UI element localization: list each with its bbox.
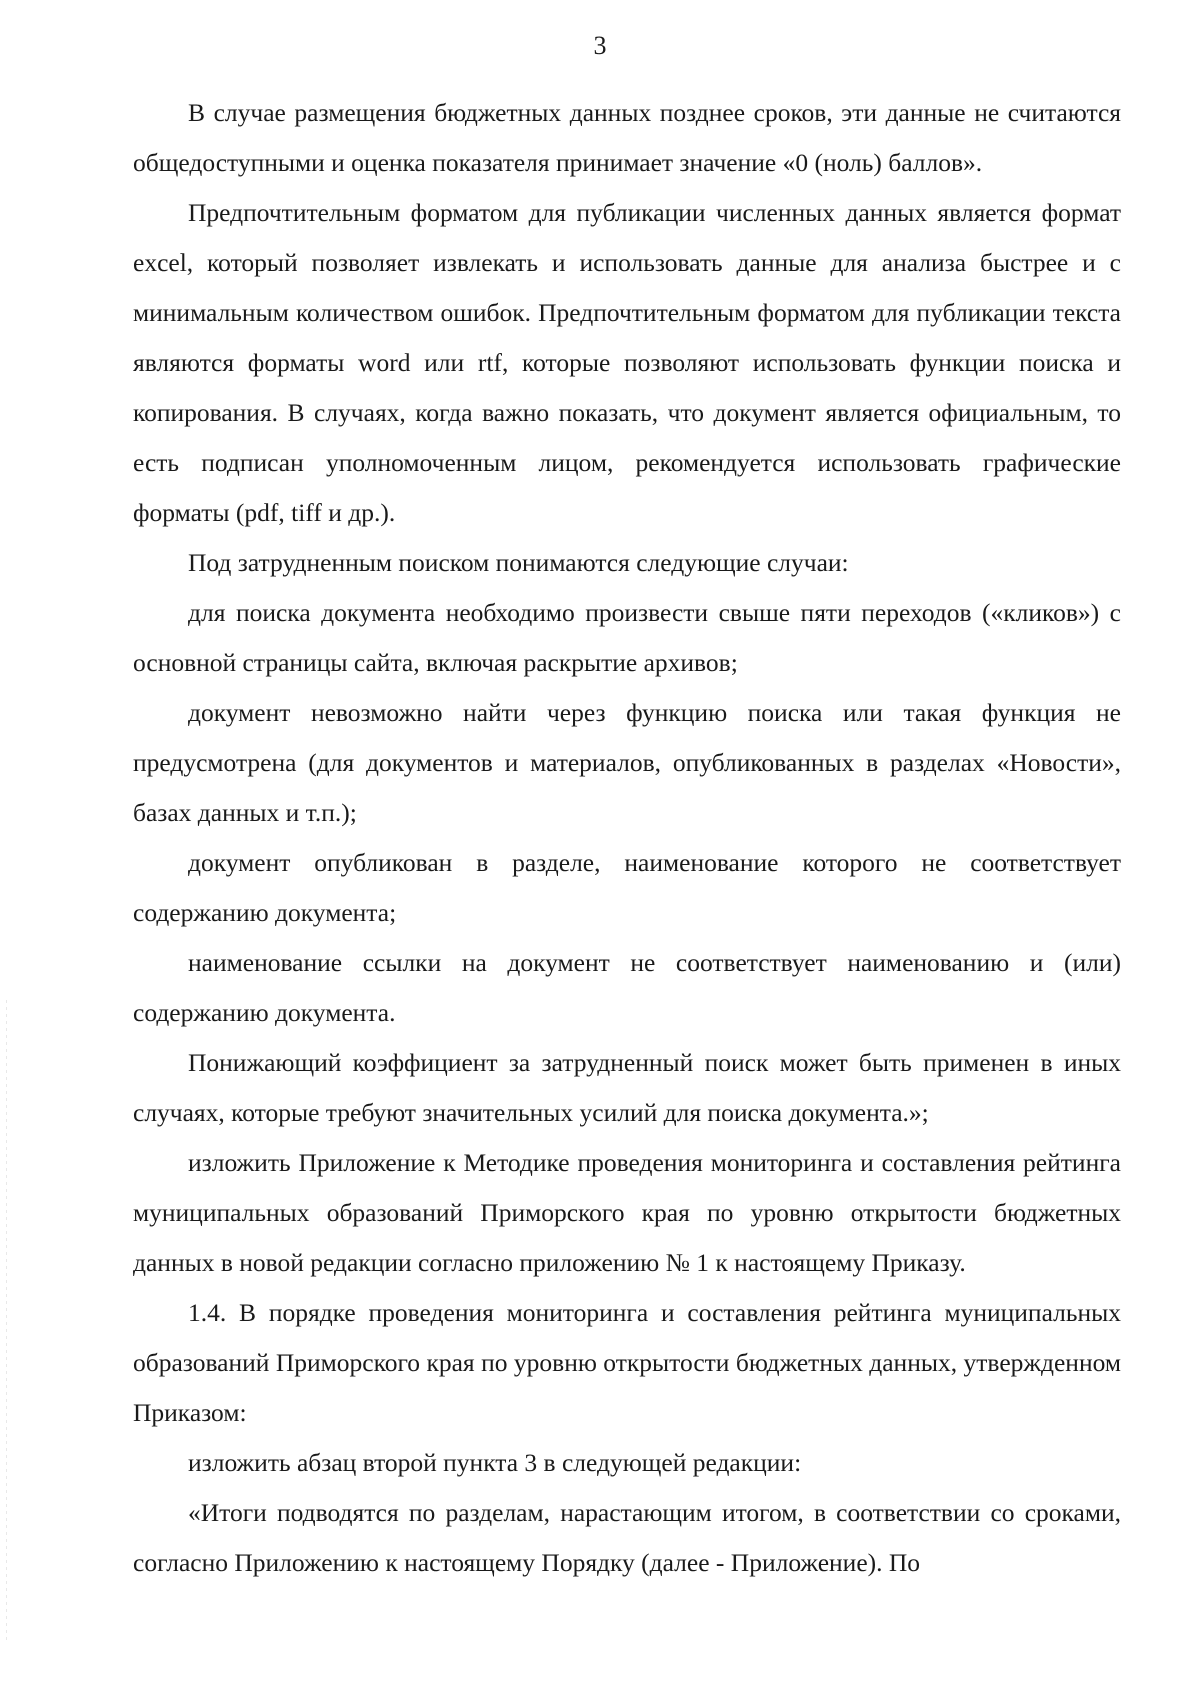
scan-edge-mark [6,1000,7,1640]
paragraph-reduction-coefficient: Понижающий коэффициент за затрудненный поиск может быть применен в иных случаях, которые требуют значительных усилий для поиска документа.»; [133,1048,1121,1127]
paragraph-preferred-formats: Предпочтительным форматом для публикации численных данных является формат excel, который позволяет извлекать и использовать данные для анализа быстрее и с минимальным количеством ошибок. Предпочтительным форматом для публикации текста являются форматы word или rtf, которые позволяют использовать функции поиска и копирования. В случаях, когда важно показать, что документ является официальным, то есть подписан уполномоченным лицом, рекомендуется использовать графические форматы (pdf, tiff и др.). [133,198,1121,527]
paragraph-clause-3-edit: изложить абзац второй пункта 3 в следующей редакции: [188,1448,802,1477]
page-number: 3 [593,31,607,60]
document-body [133,88,1121,1588]
paragraph-wrong-section: документ опубликован в разделе, наименование которого не соответствует содержанию документа; [133,848,1121,927]
paragraph-clause-1-4: 1.4. В порядке проведения мониторинга и составления рейтинга муниципальных образований Приморского края по уровню открытости бюджетных данных, утвержденном Приказом: [133,1298,1121,1427]
paragraph-appendix-update: изложить Приложение к Методике проведения мониторинга и составления рейтинга муниципальных образований Приморского края по уровню открытости бюджетных данных в новой редакции согласно приложению № 1 к настоящему Приказу. [133,1148,1121,1277]
paragraph-five-clicks: для поиска документа необходимо произвести свыше пяти переходов («кликов») с основной страницы сайта, включая раскрытие архивов; [133,598,1121,677]
paragraph-no-search-function: документ невозможно найти через функцию поиска или такая функция не предусмотрена (для документов и материалов, опубликованных в разделах «Новости», базах данных и т.п.); [133,698,1121,827]
paragraph-late-publication: В случае размещения бюджетных данных позднее сроков, эти данные не считаются общедоступными и оценка показателя принимает значение «0 (ноль) баллов». [133,98,1121,177]
paragraph-difficult-search-intro: Под затрудненным поиском понимаются следующие случаи: [188,548,849,577]
paragraph-wrong-link-name: наименование ссылки на документ не соответствует наименованию и (или) содержанию документа. [133,948,1121,1027]
paragraph-results-summary: «Итоги подводятся по разделам, нарастающим итогом, в соответствии со сроками, согласно Приложению к настоящему Порядку (далее - Приложение). По [133,1498,1121,1577]
